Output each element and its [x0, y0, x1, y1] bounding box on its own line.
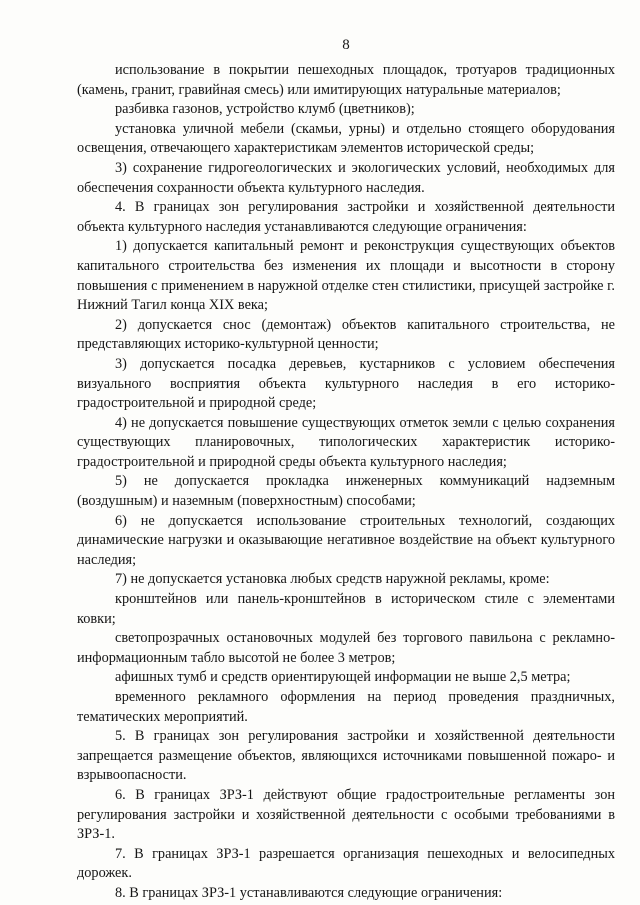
- paragraph: 6. В границах ЗРЗ-1 действуют общие градостроительные регламенты зон регулирования застройки и хозяйственной деятельности с особыми требованиями в ЗРЗ-1.: [77, 786, 615, 843]
- page-number: 8: [342, 37, 350, 53]
- document-body: [77, 61, 615, 904]
- paragraph: установка уличной мебели (скамьи, урны) и отдельно стоящего оборудования освещения, отвечающего характеристикам элементов исторической среды;: [77, 120, 615, 157]
- paragraph: 5) не допускается прокладка инженерных коммуникаций надземным (воздушным) и наземным (поверхностным) способами;: [77, 473, 615, 510]
- paragraph: светопрозрачных остановочных модулей без торгового павильона с рекламно-информационным табло высотой не более 3 метров;: [77, 630, 615, 666]
- paragraph: 1) допускается капитальный ремонт и реконструкция существующих объектов капитального строительства без изменения их площади и высотности в сторону повышения с применением в наружной отделке стен стилистики, присущей застройке г. Нижний Тагил конца XIX века;: [77, 238, 615, 314]
- paragraph: временного рекламного оформления на период проведения праздничных, тематических мероприятий.: [77, 689, 615, 725]
- paragraph: 6) не допускается использование строительных технологий, создающих динамические нагрузки и оказывающие негативное воздействие на объект культурного наследия;: [77, 512, 615, 568]
- paragraph: 7) не допускается установка любых средств наружной рекламы, кроме:: [115, 571, 550, 588]
- paragraph: афишных тумб и средств ориентирующей информации не выше 2,5 метра;: [115, 669, 571, 686]
- paragraph: разбивка газонов, устройство клумб (цветников);: [115, 101, 415, 118]
- paragraph: использование в покрытии пешеходных площадок, тротуаров традиционных (камень, гранит, гравийная смесь) или имитирующих натуральные материалов;: [77, 62, 615, 98]
- paragraph: 2) допускается снос (демонтаж) объектов капитального строительства, не представляющих историко-культурной ценности;: [77, 316, 615, 353]
- paragraph: 5. В границах зон регулирования застройки и хозяйственной деятельности запрещается размещение объектов, являющихся источниками повышенной пожаро- и взрывоопасности.: [77, 728, 615, 784]
- document-page: [77, 0, 615, 905]
- paragraph: 3) допускается посадка деревьев, кустарников с условием обеспечения визуального восприятия объекта культурного наследия в его историко-градостроительной и природной среде;: [77, 355, 615, 412]
- paragraph: 4) не допускается повышение существующих отметок земли с целью сохранения существующих планировочных, типологических характеристик историко-градостроительной и природной среды объекта культурного наследия;: [77, 414, 615, 470]
- paragraph: 7. В границах ЗРЗ-1 разрешается организация пешеходных и велосипедных дорожек.: [77, 845, 615, 882]
- paragraph: 4. В границах зон регулирования застройки и хозяйственной деятельности объекта культурного наследия устанавливаются следующие ограничения:: [77, 199, 615, 235]
- paragraph: 8. В границах ЗРЗ-1 устанавливаются следующие ограничения:: [115, 884, 503, 901]
- paragraph: 3) сохранение гидрогеологических и экологических условий, необходимых для обеспечения сохранности объекта культурного наследия.: [77, 159, 615, 196]
- paragraph: кронштейнов или панель-кронштейнов в историческом стиле с элементами ковки;: [77, 591, 615, 627]
